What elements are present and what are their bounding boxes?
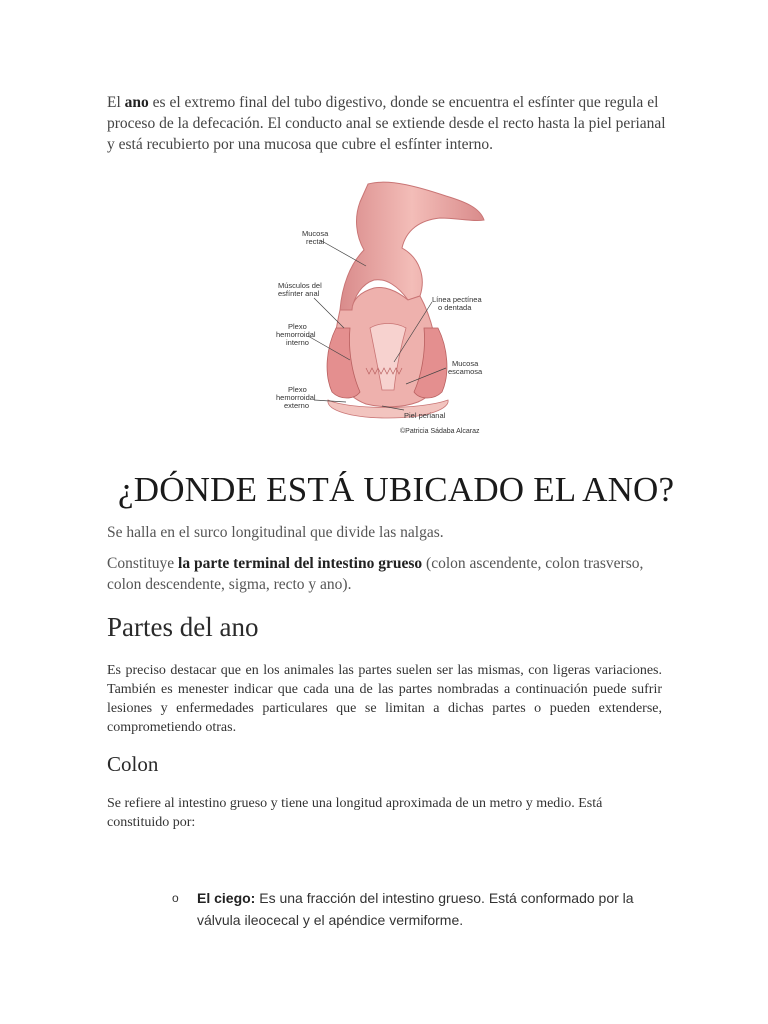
label-plexo-ext-3: externo — [284, 401, 310, 410]
label-musculos-2: esfínter anal — [278, 289, 320, 298]
colon-paragraph: Se refiere al intestino grueso y tiene una longitud aproximada de un metro y medio. Está constituido por: — [107, 796, 603, 830]
label-mucosa-rectal-1: Mucosa — [302, 229, 329, 238]
list-item-description: Es una fracción del intestino grueso. Está conformado por la válvula ileocecal y el apéndice vermiforme. — [197, 890, 634, 928]
label-escamosa-2: escamosa — [448, 367, 483, 376]
label-escamosa-1: Mucosa — [452, 359, 479, 368]
label-plexo-ext-1: Plexo — [288, 385, 307, 394]
anatomy-illustration — [270, 178, 502, 440]
list-item-text — [197, 887, 667, 931]
p2-bold: la parte terminal del intestino grueso — [178, 555, 423, 572]
intro-bold-term: ano — [124, 94, 149, 111]
anal-canal-diagram — [270, 178, 502, 440]
label-plexo-int-2: hemorroidal — [276, 330, 316, 339]
list-item-term: El ciego: — [197, 890, 256, 906]
label-musculos-1: Músculos del — [278, 281, 322, 290]
partes-paragraph: Es preciso destacar que en los animales las partes suelen ser las mismas, con ligeras variaciones. También es menester indicar que cada una de las partes nombradas a continuación puede sufrir lesiones y enfermedades particulares que se limitan a dichas partes o pueden extenderse, comprometiendo otras. — [107, 663, 662, 735]
label-piel-perianal: Piel perianal — [404, 411, 446, 420]
constituye-paragraph — [107, 553, 667, 595]
intro-text-post: es el extremo final del tubo digestivo, donde se encuentra el esfínter que regula el proceso de la defecación. El conducto anal se extiende desde el recto hasta la piel perianal y está recubierto por una mucosa que cubre el esfínter interno. — [107, 94, 666, 153]
label-plexo-int-1: Plexo — [288, 322, 307, 331]
label-plexo-int-3: interno — [286, 338, 309, 347]
location-paragraph: Se halla en el surco longitudinal que divide las nalgas. — [107, 524, 444, 541]
label-linea-1: Línea pectínea — [432, 295, 482, 304]
bullet-marker: o — [172, 891, 179, 905]
label-linea-2: o dentada — [438, 303, 472, 312]
subsection-heading-colon: Colon — [107, 752, 159, 776]
figure-copyright: ©Patricia Sádaba Alcaraz — [400, 428, 480, 435]
p2-text-pre: Constituye — [107, 555, 179, 572]
label-mucosa-rectal-2: rectal — [306, 237, 325, 246]
p2-text-post: (colon ascendente, colon trasverso, colon descendente, sigma, recto y ano). — [107, 555, 644, 593]
label-plexo-ext-2: hemorroidal — [276, 393, 316, 402]
page-title: ¿DÓNDE ESTÁ UBICADO EL ANO? — [118, 470, 675, 509]
colon-tube — [340, 182, 484, 310]
section-heading-partes: Partes del ano — [107, 612, 259, 642]
intro-paragraph — [107, 92, 667, 155]
intro-text-pre: El — [107, 94, 125, 111]
